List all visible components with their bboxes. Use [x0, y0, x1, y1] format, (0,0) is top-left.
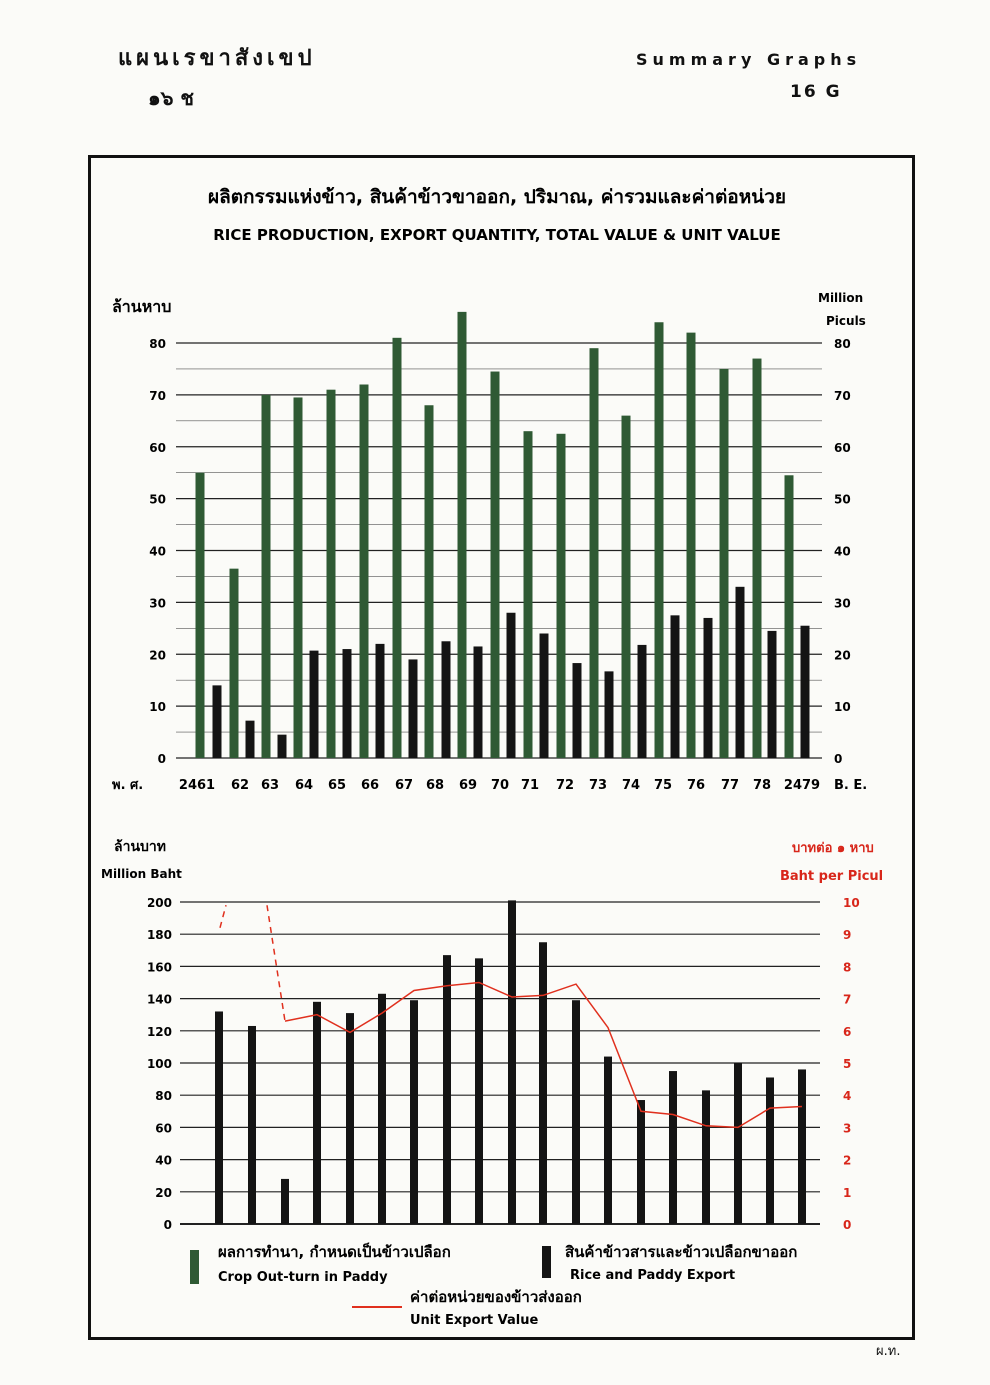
y-tick-label-right: 30 [834, 596, 851, 611]
y-tick-label-right: 50 [834, 492, 851, 507]
x-tick-label: 75 [653, 778, 673, 793]
chart-title-thai: ผลิตกรรมแห่งข้าว, สินค้าข้าวขาออก, ปริมาณ, ค่ารวมและค่าต่อหน่วย [207, 186, 787, 208]
y-tick-label-left: 140 [146, 992, 172, 1007]
bar-crop-outturn [590, 348, 599, 758]
bar-crop-outturn [196, 473, 205, 758]
bar-export-value [313, 1002, 321, 1224]
legend-label-english: Rice and Paddy Export [570, 1268, 736, 1283]
y-axis-label-right: Piculs [826, 314, 866, 328]
y-tick-label-left: 70 [149, 388, 166, 403]
bar-rice-export [409, 659, 418, 758]
x-tick-label: 64 [294, 778, 314, 793]
x-tick-label: 76 [686, 778, 706, 793]
y-tick-label-left: 20 [155, 1185, 172, 1200]
bar-rice-export [343, 649, 352, 758]
legend-label-thai: สินค้าข้าวสารและข้าวเปลือกขาออก [565, 1243, 798, 1261]
bar-export-value [572, 1000, 580, 1224]
x-tick-label: 63 [260, 778, 280, 793]
bar-rice-export [768, 631, 777, 758]
bar-crop-outturn [720, 369, 729, 758]
header-english-title: Summary Graphs [636, 50, 862, 69]
y-axis-label-left: ล้านบาท [114, 839, 166, 855]
bar-crop-outturn [785, 475, 794, 758]
bar-export-value [669, 1071, 677, 1224]
y-tick-label-left: 160 [146, 960, 172, 975]
x-axis-label-right: B. E. [834, 778, 868, 793]
bar-rice-export [474, 646, 483, 758]
bar-rice-export [605, 671, 614, 758]
y-tick-label-left: 200 [146, 896, 172, 910]
y-tick-label-right: 60 [834, 440, 851, 455]
bar-export-value [215, 1011, 223, 1224]
y-tick-label-left: 40 [155, 1153, 172, 1168]
y-tick-label-right: 8 [843, 960, 852, 975]
y-tick-label-left: 40 [149, 544, 166, 559]
bar-export-value [281, 1179, 289, 1224]
y-tick-label-right: 20 [834, 648, 851, 663]
header-english-number: 16 G [790, 82, 842, 102]
y-tick-label-left: 60 [155, 1121, 172, 1136]
bar-crop-outturn [557, 434, 566, 758]
y-axis-label-right: Million [818, 291, 864, 305]
bar-export-value [604, 1057, 612, 1224]
bar-export-value [766, 1077, 774, 1224]
header-thai-number: ๑๖ ช [148, 86, 194, 110]
x-tick-label: 72 [555, 778, 575, 793]
bar-crop-outturn [393, 338, 402, 758]
bar-crop-outturn [327, 390, 336, 758]
y-tick-label-left: 60 [149, 440, 166, 455]
bar-crop-outturn [687, 333, 696, 758]
y-tick-label-right: 70 [834, 388, 851, 403]
y-tick-label-left: 80 [155, 1089, 172, 1104]
y-tick-label-left: 120 [146, 1024, 172, 1039]
legend-swatch-rice-export [542, 1246, 551, 1278]
bar-rice-export [507, 613, 516, 758]
header-thai-title: แผนเรขาสังเขป [118, 46, 316, 71]
y-tick-label-right: 3 [843, 1121, 852, 1136]
y-tick-label-right: 10 [834, 700, 851, 715]
bar-rice-export [573, 663, 582, 758]
y-tick-label-left: 10 [149, 700, 166, 715]
y-tick-label-right: 4 [843, 1089, 852, 1104]
legend-label-english: Crop Out-turn in Paddy [218, 1270, 388, 1285]
y-tick-label-left: 0 [157, 752, 166, 766]
unit-value-line-dashed [220, 905, 226, 928]
y-tick-label-right: 80 [834, 337, 851, 351]
bar-export-value [410, 1000, 418, 1224]
y-axis-label-left: ล้านหาบ [112, 297, 172, 316]
bar-crop-outturn [294, 397, 303, 758]
legend-swatch-crop-outturn [190, 1250, 199, 1284]
bar-export-value [475, 958, 483, 1224]
y-tick-label-right: 40 [834, 544, 851, 559]
x-tick-label: 78 [752, 778, 772, 793]
unit-value-line-dashed [267, 905, 285, 1021]
bar-crop-outturn [458, 312, 467, 758]
x-tick-label: 71 [520, 778, 540, 793]
x-tick-label: 62 [230, 778, 250, 793]
legend-label-english: Unit Export Value [410, 1313, 539, 1328]
bar-export-value [637, 1100, 645, 1224]
bar-rice-export [801, 626, 810, 758]
bar-crop-outturn [753, 359, 762, 758]
bar-crop-outturn [491, 372, 500, 758]
bar-rice-export [638, 645, 647, 758]
bar-export-value [734, 1063, 742, 1224]
y-tick-label-left: 0 [163, 1218, 172, 1232]
bar-crop-outturn [360, 385, 369, 759]
x-tick-label: 67 [394, 778, 414, 793]
y-axis-label-left: Million Baht [101, 867, 182, 881]
bar-crop-outturn [622, 416, 631, 758]
y-tick-label-left: 180 [146, 928, 172, 943]
bar-rice-export [310, 651, 319, 758]
x-tick-label: 66 [360, 778, 380, 793]
bar-crop-outturn [425, 405, 434, 758]
bar-export-value [378, 994, 386, 1224]
bar-export-value [702, 1090, 710, 1224]
y-tick-label-right: 0 [843, 1218, 852, 1232]
y-tick-label-left: 100 [146, 1057, 172, 1071]
bar-export-value [443, 955, 451, 1224]
legend-label-thai: ผลการทำนา, กำหนดเป็นข้าวเปลือก [218, 1243, 451, 1261]
x-tick-label: 73 [588, 778, 608, 793]
x-tick-label: 70 [490, 778, 510, 793]
y-tick-label-left: 30 [149, 596, 166, 611]
bar-crop-outturn [262, 395, 271, 758]
y-tick-label-right: 7 [843, 992, 852, 1007]
y-tick-label-right: 10 [843, 896, 860, 910]
x-tick-label: 65 [327, 778, 347, 793]
bar-rice-export [736, 587, 745, 758]
y-tick-label-right: 6 [843, 1024, 852, 1039]
x-tick-label: 2461 [178, 778, 216, 793]
bar-rice-export [704, 618, 713, 758]
x-tick-label: 2479 [783, 778, 821, 793]
bar-crop-outturn [524, 431, 533, 758]
legend-label-thai: ค่าต่อหน่วยของข้าวส่งออก [410, 1288, 582, 1306]
bar-rice-export [540, 634, 549, 759]
chart-subtitle: RICE PRODUCTION, EXPORT QUANTITY, TOTAL VALUE & UNIT VALUE [213, 226, 781, 244]
footer-mark: ผ.ท. [876, 1344, 901, 1359]
x-tick-label: 69 [458, 778, 478, 793]
y-axis-label-right: บาทต่อ ๑ หาบ [792, 841, 874, 856]
y-tick-label-left: 50 [149, 492, 166, 507]
x-tick-label: 74 [621, 778, 641, 793]
x-tick-label: 77 [720, 778, 740, 793]
y-tick-label-right: 5 [843, 1057, 852, 1071]
y-tick-label-left: 80 [149, 337, 166, 351]
bar-crop-outturn [230, 569, 239, 758]
y-tick-label-right: 0 [834, 752, 843, 766]
bar-rice-export [246, 721, 255, 758]
y-tick-label-left: 20 [149, 648, 166, 663]
bar-export-value [508, 900, 516, 1224]
x-tick-label: 68 [425, 778, 445, 793]
bar-rice-export [213, 685, 222, 758]
bar-rice-export [278, 735, 287, 758]
y-tick-label-right: 9 [843, 928, 852, 943]
x-axis-label-left: พ. ศ. [112, 778, 144, 793]
bar-export-value [346, 1013, 354, 1224]
bar-crop-outturn [655, 322, 664, 758]
y-axis-label-right: Baht per Picul [780, 869, 884, 884]
bar-rice-export [442, 641, 451, 758]
bar-export-value [539, 942, 547, 1224]
y-tick-label-right: 1 [843, 1185, 852, 1200]
bar-rice-export [671, 615, 680, 758]
bar-export-value [798, 1069, 806, 1224]
bar-rice-export [376, 644, 385, 758]
bar-export-value [248, 1026, 256, 1224]
y-tick-label-right: 2 [843, 1153, 852, 1168]
